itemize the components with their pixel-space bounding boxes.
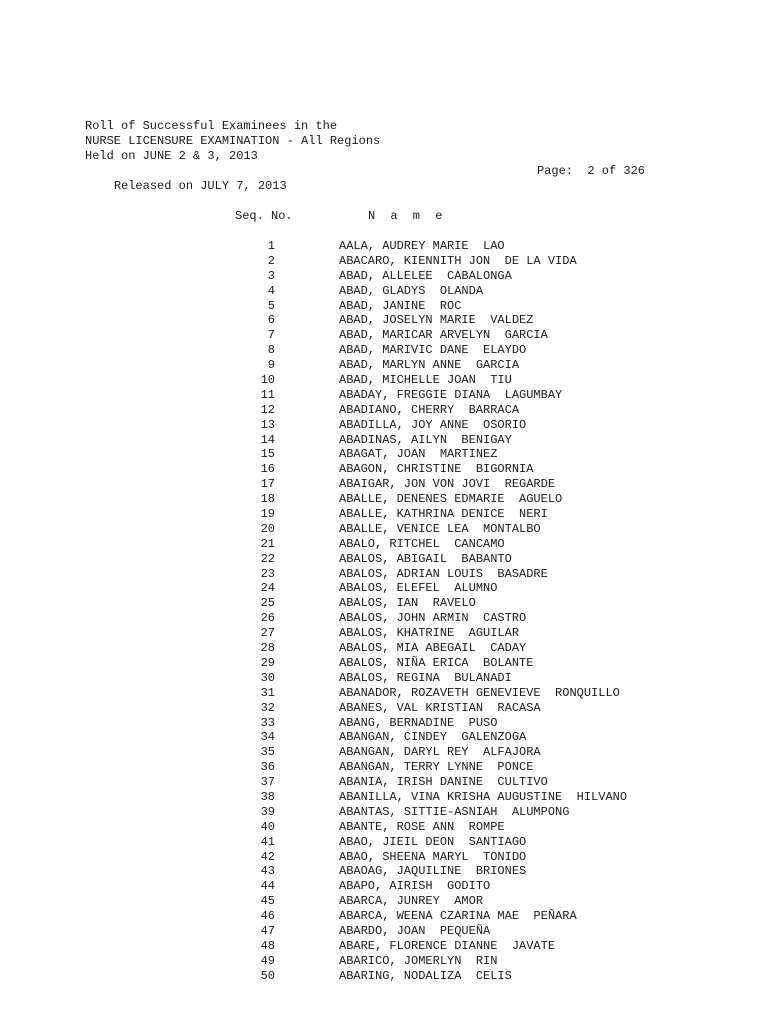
seq-number: 47 [260,923,275,938]
examinee-name: ABANTAS, SITTIE-ASNIAH ALUMPONG [339,804,570,819]
examinee-name: ABARICO, JOMERLYN RIN [339,953,498,968]
seq-number: 42 [260,849,275,864]
examinee-row [0,954,768,969]
examinee-name: ABALOS, NIÑA ERICA BOLANTE [339,655,534,670]
seq-number: 50 [260,968,275,983]
examinee-row [0,373,768,388]
examinee-row [0,492,768,507]
examinee-row [0,343,768,358]
examinee-name: ABAPO, AIRISH GODITO [339,879,491,894]
examinee-name: ABANTE, ROSE ANN ROMPE [339,819,505,834]
examinee-row [0,626,768,641]
examinee-name: ABAD, JOSELYN MARIE VALDEZ [339,313,534,328]
examinee-row [0,894,768,909]
examinee-row [0,701,768,716]
seq-number: 11 [260,387,275,402]
seq-number: 36 [260,760,275,775]
seq-number: 23 [260,566,275,581]
examinee-row [0,745,768,760]
examinee-name: ABALOS, REGINA BULANADI [339,670,512,685]
examinee-row [0,686,768,701]
document-header [85,119,645,193]
seq-number: 46 [260,909,275,924]
examinee-row [0,805,768,820]
examinee-row [0,939,768,954]
seq-number: 30 [260,670,275,685]
examinee-name: ABAOAG, JAQUILINE BRIONES [339,864,527,879]
examinee-name: ABADILLA, JOY ANNE OSORIO [339,417,527,432]
examinee-row [0,418,768,433]
seq-number: 41 [260,834,275,849]
seq-number: 34 [260,730,275,745]
column-headers [0,209,768,224]
examinee-name: ABARCA, WEENA CZARINA MAE PEÑARA [339,909,577,924]
seq-number: 17 [260,477,275,492]
seq-number: 12 [260,402,275,417]
examinee-row [0,656,768,671]
seq-number: 28 [260,641,275,656]
examinee-row [0,820,768,835]
examinee-row [0,581,768,596]
seq-number: 9 [267,358,275,373]
examinee-row [0,284,768,299]
examinee-row [0,403,768,418]
examinee-row [0,864,768,879]
examinee-name: ABAD, MICHELLE JOAN TIU [339,373,512,388]
examinee-row [0,239,768,254]
examinee-name: ABANADOR, ROZAVETH GENEVIEVE RONQUILLO [339,685,620,700]
examinee-row [0,537,768,552]
seq-number: 39 [260,804,275,819]
examinee-row [0,879,768,894]
examinee-name: ABAD, ALLELEE CABALONGA [339,268,512,283]
examinee-name: ABALLE, KATHRINA DENICE NERI [339,507,548,522]
examinee-row [0,730,768,745]
examinee-row [0,775,768,790]
examinee-row [0,328,768,343]
seq-number: 1 [267,239,275,253]
examinee-name: ABAIGAR, JON VON JOVI REGARDE [339,477,556,492]
examinee-name: ABAGON, CHRISTINE BIGORNIA [339,462,534,477]
examinee-name: ABALOS, IAN RAVELO [339,596,476,611]
examinee-row [0,567,768,582]
examinee-row [0,507,768,522]
examinee-list [0,239,768,984]
examinee-name: ABAD, JANINE ROC [339,298,462,313]
seq-number: 21 [260,536,275,551]
examinee-name: ABAD, MARLYN ANNE GARCIA [339,358,520,373]
examinee-name: ABALOS, ELEFEL ALUMNO [339,581,498,596]
header-exam-line: NURSE LICENSURE EXAMINATION - All Regions [85,134,381,148]
examinee-name: ABANGAN, TERRY LYNNE PONCE [339,760,534,775]
examinee-name: ABAO, SHEENA MARYL TONIDO [339,849,527,864]
seq-number: 25 [260,596,275,611]
seq-number: 48 [260,938,275,953]
examinee-row [0,388,768,403]
seq-column-header: Seq. No. [235,209,293,223]
examinee-name: ABANG, BERNADINE PUSO [339,715,498,730]
examinee-name: ABALOS, MIA ABEGAIL CADAY [339,641,527,656]
page-value: 2 of 326 [587,164,645,178]
seq-number: 24 [260,581,275,596]
examinee-row [0,760,768,775]
seq-number: 2 [267,253,275,268]
seq-number: 4 [267,283,275,298]
seq-number: 10 [260,373,275,388]
seq-number: 37 [260,775,275,790]
examinee-name: ABALOS, JOHN ARMIN CASTRO [339,611,527,626]
seq-number: 49 [260,953,275,968]
examinee-name: ABARING, NODALIZA CELIS [339,968,512,983]
seq-number: 14 [260,432,275,447]
examinee-row [0,835,768,850]
seq-number: 8 [267,343,275,358]
examinee-row [0,552,768,567]
examinee-name: ABALLE, VENICE LEA MONTALBO [339,521,541,536]
examinee-name: ABARE, FLORENCE DIANNE JAVATE [339,938,556,953]
seq-number: 20 [260,521,275,536]
examinee-row [0,671,768,686]
seq-number: 16 [260,462,275,477]
examinee-name: ABAD, GLADYS OLANDA [339,283,484,298]
seq-number: 38 [260,789,275,804]
examinee-row [0,969,768,984]
examinee-name: ABADINAS, AILYN BENIGAY [339,432,512,447]
examinee-row [0,358,768,373]
examinee-name: ABALLE, DENENES EDMARIE AGUELO [339,492,563,507]
examinee-name: ABAO, JIEIL DEON SANTIAGO [339,834,527,849]
examinee-name: ABANILLA, VINA KRISHA AUGUSTINE HILVANO [339,789,628,804]
examinee-row [0,462,768,477]
examinee-name: ABALO, RITCHEL CANCAMO [339,536,505,551]
seq-number: 29 [260,655,275,670]
examinee-row [0,522,768,537]
header-released-row [85,164,645,193]
seq-number: 3 [267,268,275,283]
examinee-row [0,909,768,924]
examinee-name: AALA, AUDREY MARIE LAO [339,239,505,253]
seq-number: 44 [260,879,275,894]
examinee-name: ABALOS, ADRIAN LOUIS BASADRE [339,566,548,581]
seq-number: 33 [260,715,275,730]
examinee-name: ABALOS, ABIGAIL BABANTO [339,551,512,566]
examinee-name: ABARDO, JOAN PEQUEÑA [339,923,491,938]
examinee-row [0,269,768,284]
examinee-name: ABANGAN, CINDEY GALENZOGA [339,730,527,745]
examinee-row [0,299,768,314]
examinee-name: ABAD, MARICAR ARVELYN GARCIA [339,328,548,343]
seq-number: 31 [260,685,275,700]
examinee-name: ABADAY, FREGGIE DIANA LAGUMBAY [339,387,563,402]
header-released-line: Released on JULY 7, 2013 [113,179,287,193]
examinee-name: ABANIA, IRISH DANINE CULTIVO [339,775,548,790]
examinee-row [0,641,768,656]
name-column-header: N a m e [368,209,447,223]
seq-number: 40 [260,819,275,834]
examinee-name: ABANES, VAL KRISTIAN RACASA [339,700,541,715]
examinee-row [0,611,768,626]
seq-number: 22 [260,551,275,566]
seq-number: 45 [260,894,275,909]
seq-number: 15 [260,447,275,462]
examinee-row [0,447,768,462]
header-title-line: Roll of Successful Examinees in the [85,119,338,133]
examinee-row [0,254,768,269]
examinee-name: ABANGAN, DARYL REY ALFAJORA [339,745,541,760]
seq-number: 13 [260,417,275,432]
seq-number: 35 [260,745,275,760]
page-indicator [537,164,645,179]
examinee-row [0,433,768,448]
seq-number: 19 [260,507,275,522]
seq-number: 18 [260,492,275,507]
examinee-name: ABAGAT, JOAN MARTINEZ [339,447,498,462]
examinee-row [0,790,768,805]
page-label: Page: [536,164,573,178]
seq-number: 27 [260,626,275,641]
examinee-row [0,850,768,865]
seq-number: 7 [267,328,275,343]
examinee-row [0,716,768,731]
examinee-row [0,477,768,492]
examinee-row [0,313,768,328]
header-held-line: Held on JUNE 2 & 3, 2013 [85,149,258,163]
examinee-name: ABADIANO, CHERRY BARRACA [339,402,520,417]
seq-number: 26 [260,611,275,626]
examinee-name: ABALOS, KHATRINE AGUILAR [339,626,520,641]
seq-number: 32 [260,700,275,715]
examinee-name: ABACARO, KIENNITH JON DE LA VIDA [339,253,577,268]
examinee-row [0,924,768,939]
examinee-row [0,596,768,611]
seq-number: 6 [267,313,275,328]
examinee-name: ABARCA, JUNREY AMOR [339,894,484,909]
examinee-name: ABAD, MARIVIC DANE ELAYDO [339,343,527,358]
seq-number: 5 [267,298,275,313]
seq-number: 43 [260,864,275,879]
